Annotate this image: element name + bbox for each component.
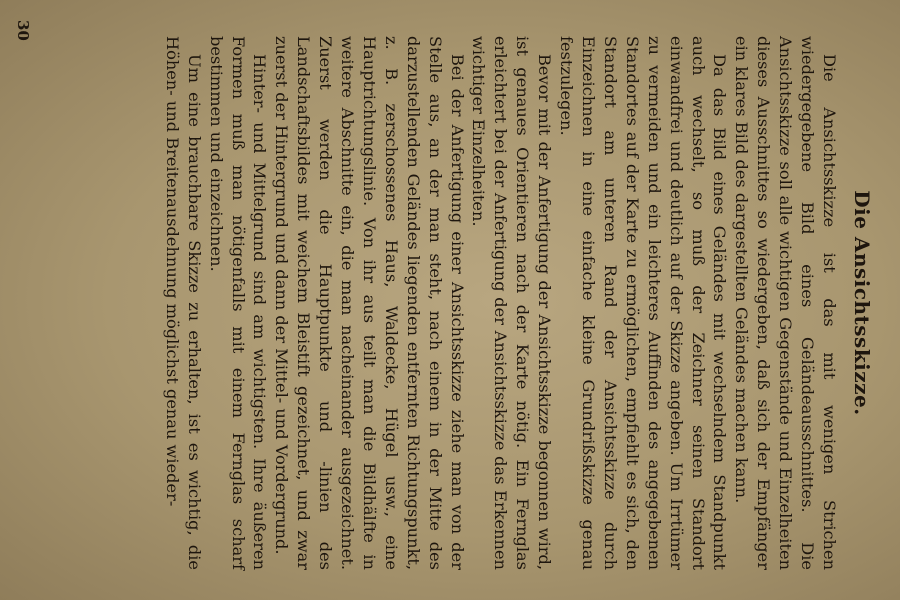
paragraph-3: Bevor mit der Anfertigung der Ansichtsskizze begonnen wird, ist genaues Orientieren nach der Karte nötig. Ein Fernglas erleichtert bei der Anfertigung der Ansichtsskizze das Erkennen wichtiger Einzelheiten. — [469, 36, 555, 570]
paragraph-2: Da das Bild eines Geländes mit wechselndem Standpunkt auch wechselt, so muß der Zeichner seinen Standort einwandfrei und deutlich auf der Skizze angeben. Um Irrtümer zu vermeiden und ein leichteres Auffinden des angegebenen Standortes auf der Karte zu ermöglichen, empfiehlt es sich, den Standort am unteren Rand der Ansichtsskizze durch Einzeichnen in eine einfache kleine Grundrißskizze genau festzulegen. — [557, 36, 730, 570]
paragraph-6: Um eine brauchbare Skizze zu erhalten, ist es wichtig, die Höhen- und Breitenausdehnung möglichst genau wieder- — [162, 36, 204, 570]
page-number: 30 — [14, 20, 32, 41]
paragraph-4: Bei der Anfertigung einer Ansichtsskizze ziehe man von der Stelle aus, an der man steht, nach einem in der Mitte des darzustellenden Geländes liegenden entfernten Richtungspunkt, z. B. zerschossenes Haus, Waldecke, Hügel usw., eine Hauptrichtungslinie. Von ihr aus teilt man die Bildhälfte in weitere Abschnitte ein, die man nacheinander ausgezeichnet. Zuerst werden die Hauptpunkte und -linien des Landschaftsbildes mit weichem Bleistift gezeichnet, und zwar zuerst der Hintergrund und dann der Mittel- und Vordergrund. — [272, 36, 467, 570]
page-title: Die Ansichtsskizze. — [850, 190, 874, 416]
book-page — [8, 10, 892, 590]
paragraph-5: Hinter- und Mittelgrund sind am wichtigsten. Ihre äußeren Formen muß man nötigenfalls mit einem Fernglas scharf bestimmen und einzeichnen. — [206, 36, 270, 570]
paragraph-1: Die Ansichtsskizze ist das mit wenigen Strichen wiedergegebene Bild eines Geländeausschnittes. Die Ansichtsskizze soll alle wichtigen Gegenstände und Einzelheiten dieses Ausschnittes so wiedergeben, daß sich der Empfänger ein klares Bild des dargestellten Geländes machen kann. — [732, 36, 839, 570]
